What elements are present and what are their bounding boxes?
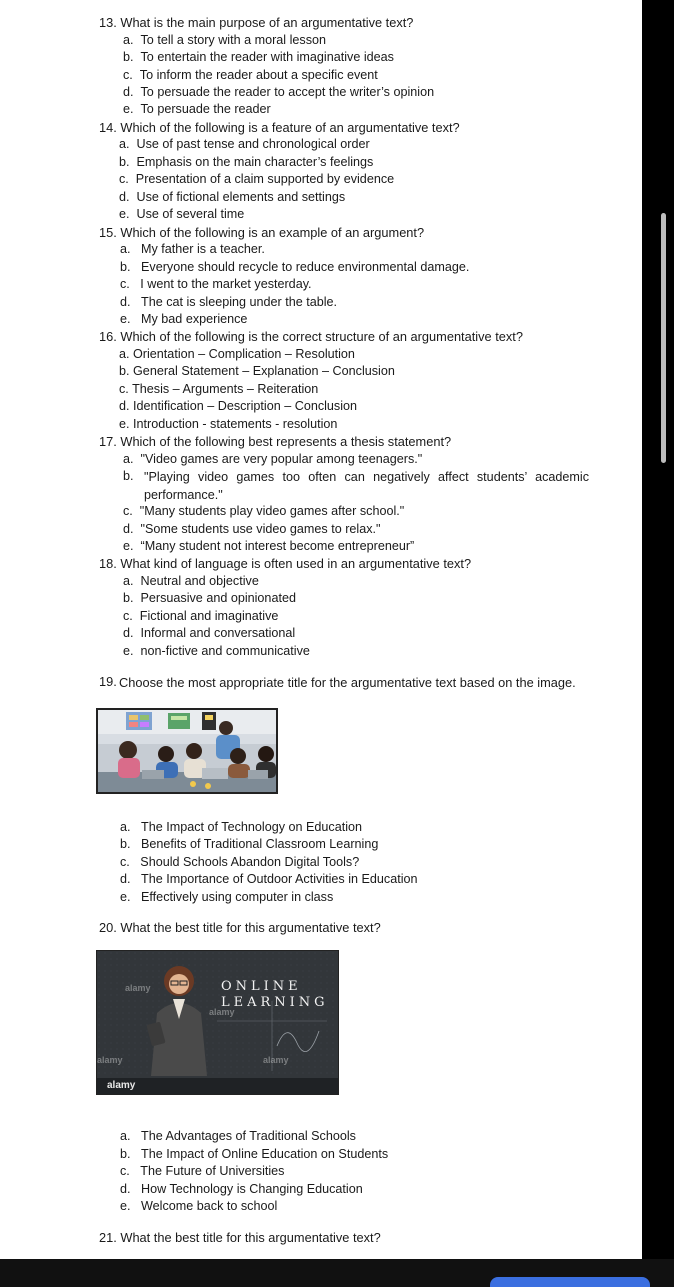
option-19c: c. Should Schools Abandon Digital Tools?	[120, 855, 360, 869]
classroom-illustration	[98, 710, 276, 792]
option-16b: b. General Statement – Explanation – Conclusion	[119, 364, 395, 378]
chalkboard-illustration	[97, 951, 338, 1094]
option-17c: c. "Many students play video games after school."	[123, 504, 405, 518]
question-21: 21. What the best title for this argumentative text?	[99, 1230, 381, 1245]
option-13d: d. To persuade the reader to accept the writer’s opinion	[123, 85, 435, 99]
bottom-action-button[interactable]	[490, 1277, 650, 1287]
watermark-2: alamy	[209, 1007, 235, 1017]
option-20c: c. The Future of Universities	[120, 1164, 285, 1178]
option-19b: b. Benefits of Traditional Classroom Learning	[120, 837, 379, 851]
option-18b: b. Persuasive and opinionated	[123, 591, 296, 605]
option-19e: e. Effectively using computer in class	[120, 890, 334, 904]
option-17a: a. "Video games are very popular among teenagers."	[123, 452, 423, 466]
option-20a: a. The Advantages of Traditional Schools	[120, 1129, 356, 1143]
option-14c: c. Presentation of a claim supported by evidence	[119, 172, 395, 186]
option-13c: c. To inform the reader about a specific event	[123, 68, 378, 82]
option-17b: "Playing video games too often can negatively affect students’ academic performance."	[144, 470, 589, 502]
option-16e: e. Introduction - statements - resolution	[119, 417, 338, 431]
online-learning-image	[96, 950, 339, 1095]
option-15e: e. My bad experience	[120, 312, 248, 326]
question-17: 17. Which of the following best represents a thesis statement?	[99, 434, 452, 449]
option-13b: b. To entertain the reader with imaginative ideas	[123, 50, 394, 64]
option-19d: d. The Importance of Outdoor Activities in Education	[120, 872, 418, 886]
option-18e: e. non-fictive and communicative	[123, 644, 310, 658]
question-19-number: 19.	[99, 674, 117, 689]
option-14b: b. Emphasis on the main character’s feelings	[119, 155, 374, 169]
question-18: 18. What kind of language is often used in an argumentative text?	[99, 556, 472, 571]
option-18d: d. Informal and conversational	[123, 626, 296, 640]
scrollbar-track[interactable]	[642, 0, 674, 1259]
option-20e: e. Welcome back to school	[120, 1199, 278, 1213]
learning-title: LEARNING	[221, 995, 329, 1010]
watermark-4: alamy	[97, 1055, 123, 1065]
option-16d: d. Identification – Description – Conclusion	[119, 399, 358, 413]
watermark-3: alamy	[263, 1055, 289, 1065]
option-13a: a. To tell a story with a moral lesson	[123, 33, 326, 47]
scrollbar-thumb[interactable]	[661, 213, 666, 463]
classroom-technology-image	[96, 708, 278, 794]
option-15a: a. My father is a teacher.	[120, 242, 265, 256]
question-16: 16. Which of the following is the correct structure of an argumentative text?	[99, 329, 523, 344]
option-20d: d. How Technology is Changing Education	[120, 1182, 363, 1196]
question-20: 20. What the best title for this argumentative text?	[99, 920, 381, 935]
option-14d: d. Use of fictional elements and settings	[119, 190, 346, 204]
question-15: 15. Which of the following is an example of an argument?	[99, 225, 425, 240]
option-15b: b. Everyone should recycle to reduce environmental damage.	[120, 260, 470, 274]
question-14: 14. Which of the following is a feature of an argumentative text?	[99, 120, 460, 135]
option-16c: c. Thesis – Arguments – Reiteration	[119, 382, 319, 396]
question-13: 13. What is the main purpose of an argumentative text?	[99, 15, 414, 30]
option-14a: a. Use of past tense and chronological order	[119, 137, 370, 151]
option-13e: e. To persuade the reader	[123, 102, 271, 116]
option-17e: e. “Many student not interest become entrepreneur”	[123, 539, 415, 553]
option-18a: a. Neutral and objective	[123, 574, 259, 588]
option-20b: b. The Impact of Online Education on Students	[120, 1147, 389, 1161]
option-15d: d. The cat is sleeping under the table.	[120, 295, 338, 309]
alamy-logo: alamy	[107, 1080, 136, 1091]
option-15c: c. I went to the market yesterday.	[120, 277, 312, 291]
option-17b-letter: b.	[123, 469, 134, 483]
watermark-1: alamy	[125, 983, 151, 993]
option-18c: c. Fictional and imaginative	[123, 609, 279, 623]
option-14e: e. Use of several time	[119, 207, 245, 221]
option-17d: d. "Some students use video games to relax."	[123, 522, 381, 536]
online-title: ONLINE	[221, 979, 302, 994]
question-19: Choose the most appropriate title for the argumentative text based on the image.	[119, 675, 576, 690]
option-19a: a. The Impact of Technology on Education	[120, 820, 363, 834]
option-16a: a. Orientation – Complication – Resolution	[119, 347, 355, 361]
